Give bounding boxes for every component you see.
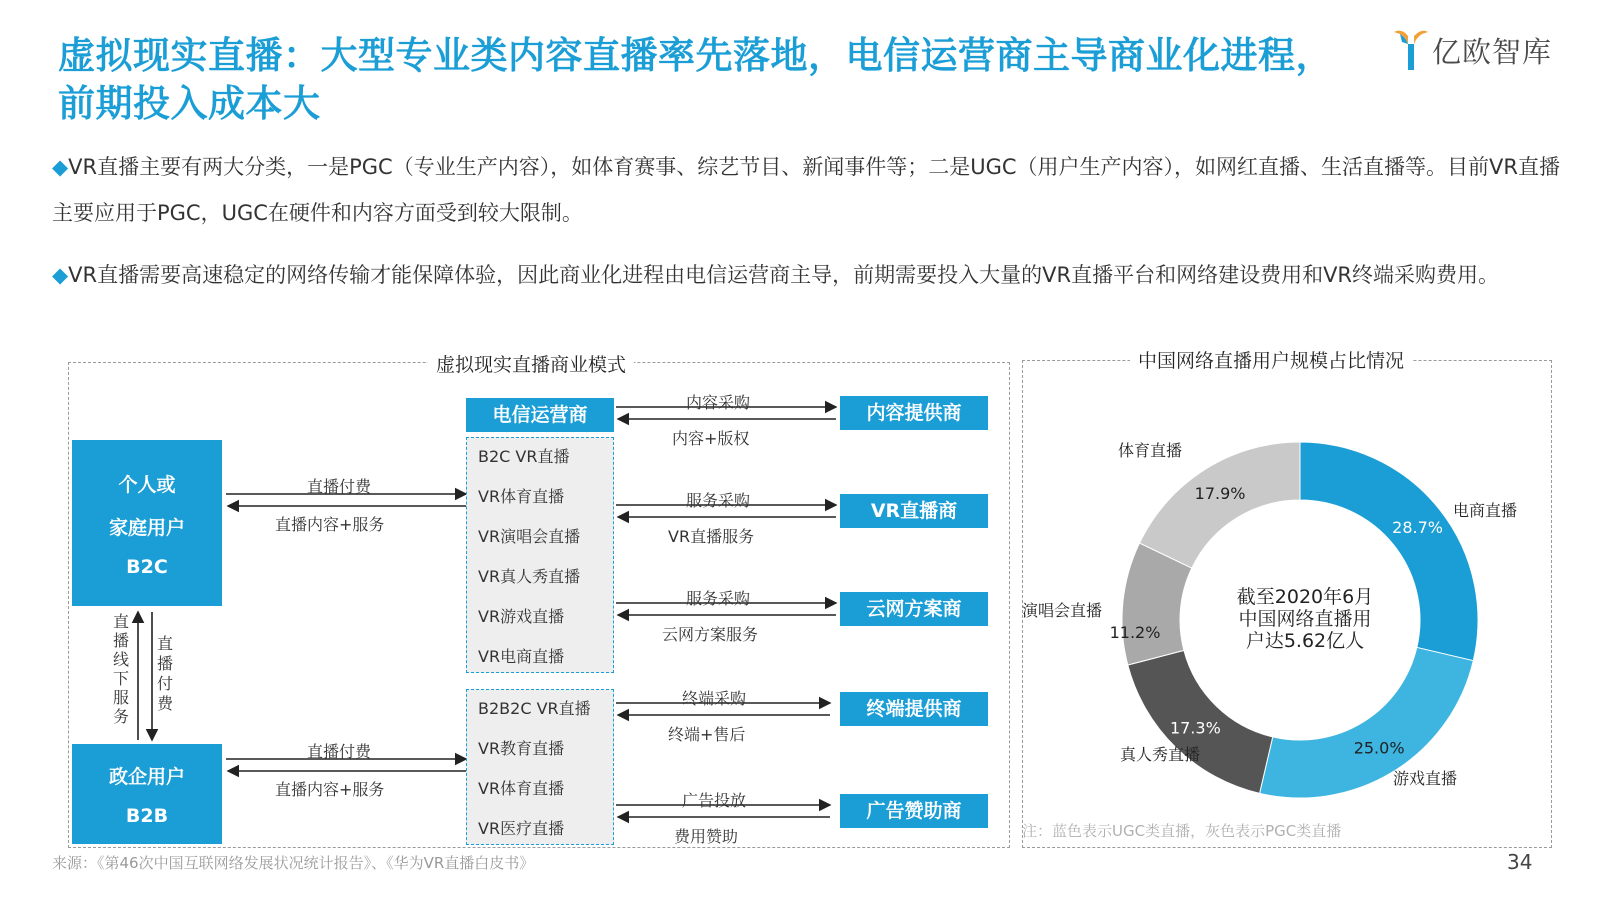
donut-category-label: 体育直播: [1117, 441, 1183, 460]
b2c-line-2: 家庭用户: [108, 517, 185, 539]
chart-title: 中国网络直播用户规模占比情况: [1130, 346, 1412, 373]
donut-percent-label: 28.7%: [1392, 517, 1443, 537]
bullet-text: VR直播需要高速稳定的网络传输才能保障体验，因此商业化进程由电信运营商主导，前期需要投入大量的VR直播平台和网络建设费用和VR终端采购费用。: [68, 263, 1500, 287]
supplier-arrow-bottom-label: 终端+售后: [668, 725, 746, 744]
bullet-text: VR直播主要有两大分类，一是PGC（专业生产内容），如体育赛事、综艺节目、新闻事件等；二是UGC（用户生产内容），如网红直播、生活直播等。目前VR直播主要应用于PGC，UGC在硬件和内容方面受到较大限制。: [52, 155, 1560, 225]
diamond-bullet-icon: ◆: [52, 155, 69, 179]
list-item: B2C VR直播: [478, 447, 570, 466]
supplier-arrow-bottom-label: 内容+版权: [672, 429, 750, 448]
donut-percent-label: 17.9%: [1194, 484, 1246, 504]
b2c-line-1: 个人或: [118, 474, 176, 496]
list-item: VR医疗直播: [478, 819, 565, 838]
b2b-line-1: 政企用户: [108, 766, 185, 788]
page-number: 34: [1507, 850, 1533, 874]
supplier-terminal: 终端提供商: [840, 692, 988, 726]
logo-text: 亿欧智库: [1432, 35, 1553, 69]
list-item: VR电商直播: [478, 647, 565, 666]
operator-box: 电信运营商: [466, 398, 614, 432]
b2b-user-box: [72, 744, 222, 844]
b2c-service-list: [466, 437, 614, 673]
vertical-label-live-payment: 直播付费: [157, 634, 174, 713]
list-item: VR教育直播: [478, 739, 565, 758]
b2b-line-2: B2B: [125, 805, 169, 827]
list-item: VR真人秀直播: [478, 567, 581, 586]
b2c-arrow-bottom-label: 直播内容+服务: [275, 515, 385, 534]
supplier-arrow-top-label: 终端采购: [682, 689, 747, 708]
donut-category-label: 电商直播: [1452, 501, 1518, 520]
donut-slice-5: [1140, 442, 1300, 568]
supplier-cloud-network: 云网方案商: [840, 592, 988, 626]
supplier-content-provider: 内容提供商: [840, 396, 988, 430]
diamond-bullet-icon: ◆: [52, 263, 69, 287]
b2c-line-3: B2C: [126, 556, 168, 578]
page-title: 虚拟现实直播：大型专业类内容直播率先落地，电信运营商主导商业化进程，前期投入成本大: [58, 34, 1333, 125]
b2c-arrow-top-label: 直播付费: [307, 477, 372, 496]
chart-note: 注：蓝色表示UGC类直播，灰色表示PGC类直播: [1022, 822, 1342, 840]
list-item: VR体育直播: [478, 779, 565, 798]
list-item: VR体育直播: [478, 487, 565, 506]
supplier-vr-live: VR直播商: [840, 494, 988, 528]
donut-category-label: 演唱会直播: [1021, 601, 1103, 620]
donut-center-text: [1220, 586, 1390, 652]
supplier-advertiser: 广告赞助商: [840, 794, 988, 828]
donut-category-label: 游戏直播: [1392, 769, 1458, 788]
list-item: VR游戏直播: [478, 607, 565, 626]
donut-percent-label: 25.0%: [1353, 738, 1405, 758]
supplier-arrow-bottom-label: VR直播服务: [668, 527, 755, 546]
center-line-2: 中国网络直播用: [1238, 608, 1372, 630]
donut-percent-label: 17.3%: [1169, 718, 1221, 738]
center-line-1: 截至2020年6月: [1236, 586, 1374, 608]
supplier-arrow-top-label: 广告投放: [682, 791, 747, 810]
vertical-label-offline-service: 直播线下服务: [113, 612, 130, 726]
supplier-arrow-top-label: 服务采购: [686, 491, 751, 510]
supplier-arrow-top-label: 服务采购: [686, 589, 751, 608]
list-item: B2B2C VR直播: [478, 699, 591, 718]
donut-percent-label: 11.2%: [1109, 623, 1161, 642]
center-line-3: 户达5.62亿人: [1245, 630, 1365, 652]
list-item: VR演唱会直播: [478, 527, 581, 546]
source-footnote: 来源：《第46次中国互联网络发展状况统计报告》、《华为VR直播白皮书》: [52, 854, 535, 872]
b2b-arrow-top-label: 直播付费: [307, 742, 372, 761]
business-model-title: 虚拟现实直播商业模式: [428, 350, 634, 377]
b2b-arrow-bottom-label: 直播内容+服务: [275, 780, 385, 799]
b2c-user-box: [72, 440, 222, 606]
supplier-arrow-top-label: 内容采购: [686, 393, 751, 412]
donut-category-label: 真人秀直播: [1119, 745, 1201, 764]
supplier-arrow-bottom-label: 云网方案服务: [662, 625, 759, 644]
supplier-arrow-bottom-label: 费用赞助: [674, 827, 739, 846]
